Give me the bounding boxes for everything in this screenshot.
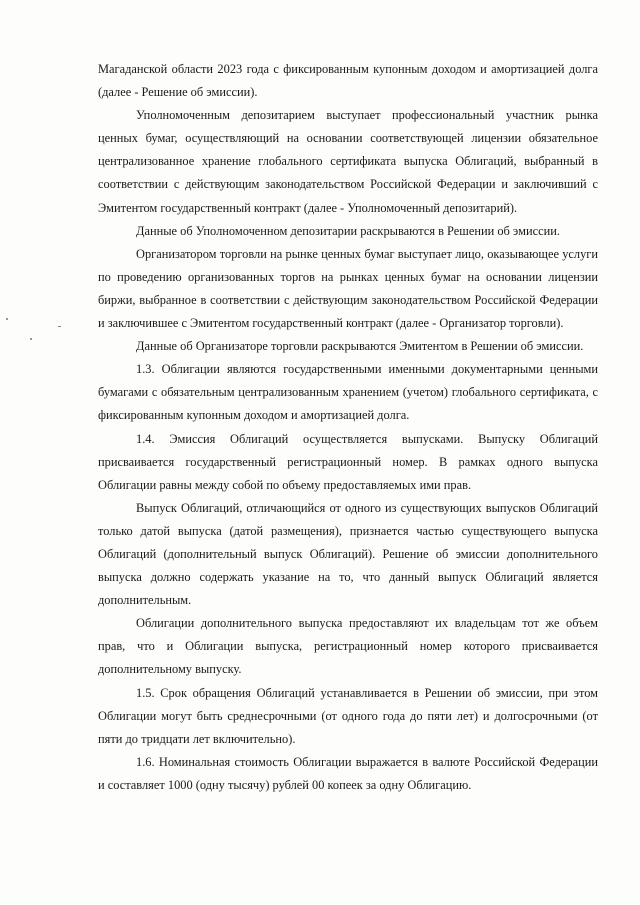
paragraph-section-1-5: 1.5. Срок обращения Облигаций устанавливается в Решении об эмиссии, при этом Облигации могут быть среднесрочными (от одного года до пяти лет) и долгосрочными (от пяти до тридцати лет включительно).: [98, 685, 598, 746]
paragraph-additional-issue-rights: Облигации дополнительного выпуска предоставляют их владельцам тот же объем прав, что и Облигации выпуска, регистрационный номер которого присваивается дополнительному выпуску.: [98, 616, 598, 677]
paragraph-section-1-4: 1.4. Эмиссия Облигаций осуществляется выпусками. Выпуску Облигаций присваивается государственный регистрационный номер. В рамках одного выпуска Облигации равны между собой по объему предоставляемых ими прав.: [98, 431, 598, 492]
scan-speck: [30, 338, 32, 340]
paragraph-additional-issue: Выпуск Облигаций, отличающийся от одного из существующих выпусков Облигаций только датой выпуска (датой размещения), признается частью существующего выпуска Облигаций (дополнительный выпуск Облигаций). Решение об эмиссии дополнительного выпуска должно содержать указание на то, что данный выпуск Облигаций является дополнительным.: [98, 500, 598, 608]
paragraph-continuation: Магаданской области 2023 года с фиксированным купонным доходом и амортизацией долга (далее - Решение об эмиссии).: [98, 62, 598, 100]
document-body: [98, 58, 598, 797]
scan-speck: [58, 326, 61, 327]
paragraph-organizer-disclosure: Данные об Организаторе торговли раскрываются Эмитентом в Решении об эмиссии.: [136, 339, 584, 354]
paragraph-section-1-6: 1.6. Номинальная стоимость Облигации выражается в валюте Российской Федерации и составляет 1000 (одну тысячу) рублей 00 копеек за одну Облигацию.: [98, 754, 598, 792]
scan-speck: [6, 318, 8, 320]
paragraph-section-1-3: 1.3. Облигации являются государственными именными документарными ценными бумагами с обязательным централизованным хранением (учетом) глобального сертификата, с фиксированным купонным доходом и амортизацией долга.: [98, 362, 598, 423]
paragraph-depositary-disclosure: Данные об Уполномоченном депозитарии раскрываются в Решении об эмиссии.: [136, 223, 560, 238]
paragraph-trade-organizer: Организатором торговли на рынке ценных бумаг выступает лицо, оказывающее услуги по проведению организованных торгов на рынках ценных бумаг на основании лицензии биржи, выбранное в соответствии с действующим законодательством Российской Федерации и заключившее с Эмитентом государственный контракт (далее - Организатор торговли).: [98, 246, 598, 331]
paragraph-authorized-depositary: Уполномоченным депозитарием выступает профессиональный участник рынка ценных бумаг, осуществляющий на основании соответствующей лицензии обязательное централизованное хранение глобального сертификата выпуска Облигаций, выбранный в соответствии с действующим законодательством Российской Федерации и заключивший с Эмитентом государственный контракт (далее - Уполномоченный депозитарий).: [98, 108, 598, 215]
